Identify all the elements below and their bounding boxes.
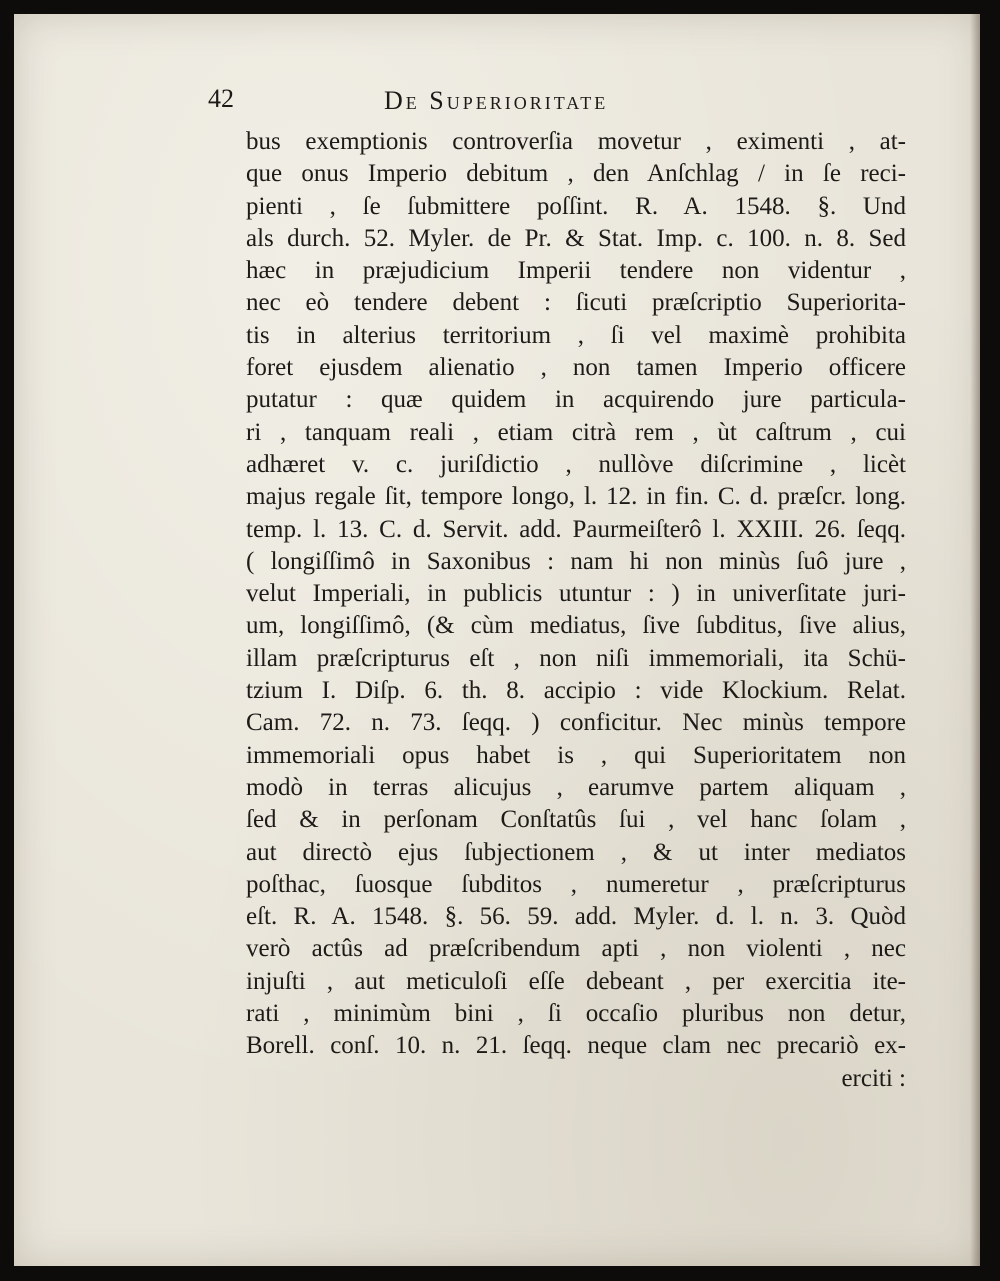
- body-text: [246, 126, 906, 1095]
- text-line: bus exemptionis controverſia movetur , eximenti , at-: [246, 128, 906, 155]
- text-line: ( longiſſimô in Saxonibus : nam hi non minùs ſuô jure ,: [246, 547, 906, 575]
- text-line: als durch. 52. Myler. de Pr. & Stat. Imp. c. 100. n. 8. Sed: [246, 224, 906, 252]
- text-line: que onus Imperio debitum , den Anſchlag / in ſe reci-: [246, 160, 906, 188]
- text-line: eſt. R. A. 1548. §. 56. 59. add. Myler. d. l. n. 3. Quòd: [246, 903, 906, 931]
- text-line: verò actûs ad præſcribendum apti , non violenti , nec: [246, 935, 906, 963]
- text-line: temp. l. 13. C. d. Servit. add. Paurmeiſterô l. XXIII. 26. ſeqq.: [246, 515, 906, 543]
- text-line: nec eò tendere debent : ſicuti præſcriptio Superiorita-: [246, 289, 906, 317]
- text-line: Borell. conſ. 10. n. 21. ſeqq. neque clam nec precariò ex-: [246, 1032, 906, 1060]
- text-line: tis in alterius territorium , ſi vel maximè prohibita: [246, 321, 906, 349]
- page-number: 42: [208, 84, 234, 113]
- text-line: foret ejusdem alienatio , non tamen Imperio officere: [246, 354, 906, 382]
- page-edge-shadow: [970, 14, 980, 1266]
- running-head: De Superioritate: [384, 86, 609, 115]
- text-line: ſed & in perſonam Conſtatûs ſui , vel hanc ſolam ,: [246, 806, 906, 834]
- text-line: velut Imperiali, in publicis utuntur : ) in univerſitate juri-: [246, 580, 906, 608]
- text-line: aut directò ejus ſubjectionem , & ut inter mediatos: [246, 838, 906, 866]
- text-line: ri , tanquam reali , etiam citrà rem , ùt caſtrum , cui: [246, 418, 906, 446]
- text-line: tzium I. Diſp. 6. th. 8. accipio : vide Klockium. Relat.: [246, 677, 906, 705]
- text-line: um, longiſſimô, (& cùm mediatus, ſive ſubditus, ſive alius,: [246, 612, 906, 640]
- text-line: poſthac, ſuosque ſubditos , numeretur , præſcripturus: [246, 870, 906, 898]
- text-line: pienti , ſe ſubmittere poſſint. R. A. 1548. §. Und: [246, 192, 906, 220]
- text-line: modò in terras alicujus , earumve partem aliquam ,: [246, 773, 906, 801]
- text-line: majus regale ſit, tempore longo, l. 12. in fin. C. d. præſcr. long.: [246, 483, 906, 511]
- text-line: adhæret v. c. juriſdictio , nullòve diſcrimine , licèt: [246, 450, 906, 478]
- text-line: injuſti , aut meticuloſi eſſe debeant , per exercitia ite-: [246, 967, 906, 995]
- text-line: rati , minimùm bini , ſi occaſio pluribus non detur,: [246, 1000, 906, 1028]
- text-line: illam præſcripturus eſt , non niſi immemoriali, ita Schü-: [246, 644, 906, 672]
- text-line: erciti :: [841, 1064, 906, 1092]
- text-line: putatur : quæ quidem in acquirendo jure particula-: [246, 386, 906, 414]
- text-line: hæc in præjudicium Imperii tendere non videntur ,: [246, 257, 906, 285]
- book-page: [14, 14, 980, 1266]
- text-line: Cam. 72. n. 73. ſeqq. ) conficitur. Nec minùs tempore: [246, 709, 906, 737]
- text-line: immemoriali opus habet is , qui Superioritatem non: [246, 741, 906, 769]
